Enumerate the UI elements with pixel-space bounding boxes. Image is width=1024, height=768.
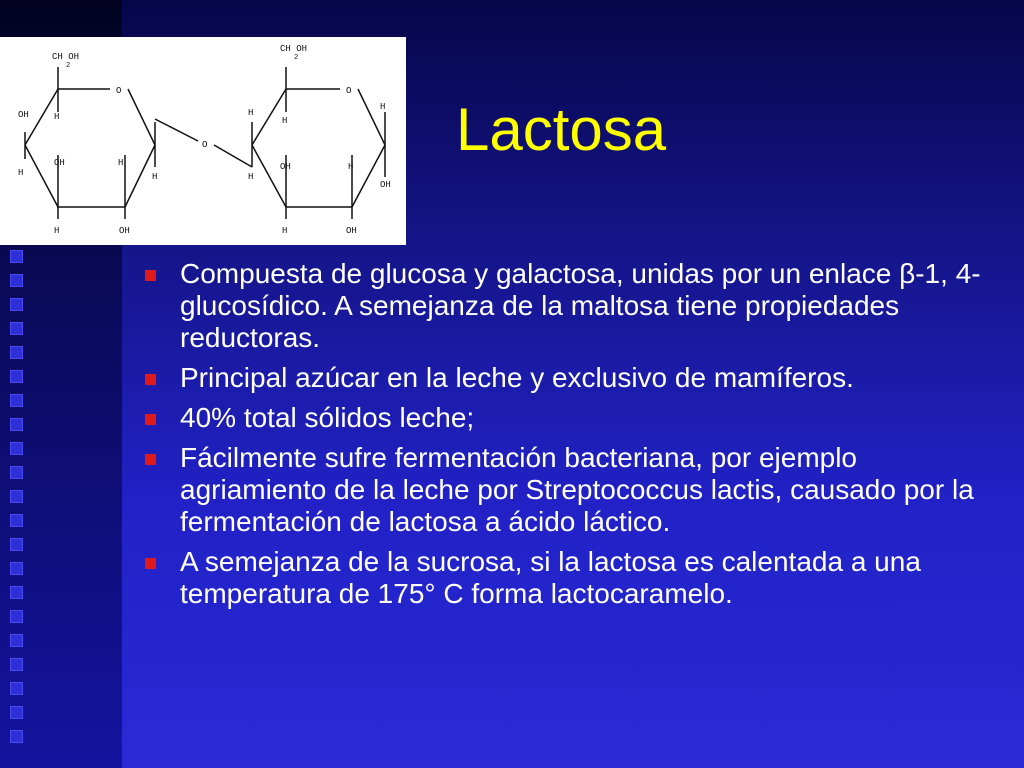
bullet-square-icon (145, 414, 156, 425)
bridge-o: O (202, 140, 208, 150)
left-label-2: H (18, 168, 24, 178)
right-label-4: H (348, 162, 354, 172)
bullet-item (145, 402, 1005, 434)
bullet-text: Principal azúcar en la leche y exclusivo de mamíferos. (180, 362, 854, 393)
bullet-text: Compuesta de glucosa y galactosa, unidas por un enlace β-1, 4-glucosídico. A semejanza de la maltosa tiene propiedades reductoras. (180, 258, 981, 353)
right-label-3: OH (380, 180, 391, 190)
right-ch2oh-sub: 2 (294, 54, 299, 62)
bullet-item (145, 442, 1005, 538)
formula-drawing (0, 37, 406, 245)
left-label-1: H (54, 112, 60, 122)
right-ring-o: O (346, 86, 352, 96)
bullet-item (145, 546, 1005, 610)
left-label-6: OH (119, 226, 130, 236)
bullet-text: A semejanza de la sucrosa, si la lactosa es calentada a una temperatura de 175° C forma lactocaramelo. (180, 546, 921, 609)
lactose-structural-formula (0, 37, 406, 245)
decorative-squares (10, 250, 26, 754)
bullet-text: Fácilmente sufre fermentación bacteriana, por ejemplo agriamiento de la leche por Streptococcus lactis, causado por la fermentación de lactosa a ácido láctico. (180, 442, 974, 537)
right-label-2: H (380, 102, 386, 112)
left-ring-o: O (116, 86, 122, 96)
right-label-0: H (248, 108, 254, 118)
bullet-square-icon (145, 270, 156, 281)
right-label-6: OH (280, 162, 291, 172)
right-label-7: H (282, 226, 288, 236)
left-label-3: OH (54, 158, 65, 168)
slide-title: Lactosa (456, 96, 667, 163)
right-label-8: OH (346, 226, 357, 236)
left-label-5: H (152, 172, 158, 182)
bullet-square-icon (145, 374, 156, 385)
bullet-square-icon (145, 454, 156, 465)
left-ch2oh: CH OH (52, 52, 80, 62)
bullet-list (145, 258, 1005, 618)
left-ch2oh-sub: 2 (66, 62, 71, 70)
bullet-square-icon (145, 558, 156, 569)
left-label-4: H (118, 158, 124, 168)
left-label-7: H (54, 226, 60, 236)
right-label-5: H (248, 172, 254, 182)
bullet-item (145, 258, 1005, 354)
right-label-1: H (282, 116, 288, 126)
bullet-item (145, 362, 1005, 394)
bullet-text: 40% total sólidos leche; (180, 402, 475, 433)
right-ch2oh: CH OH (280, 44, 308, 54)
left-label-0: OH (18, 110, 29, 120)
